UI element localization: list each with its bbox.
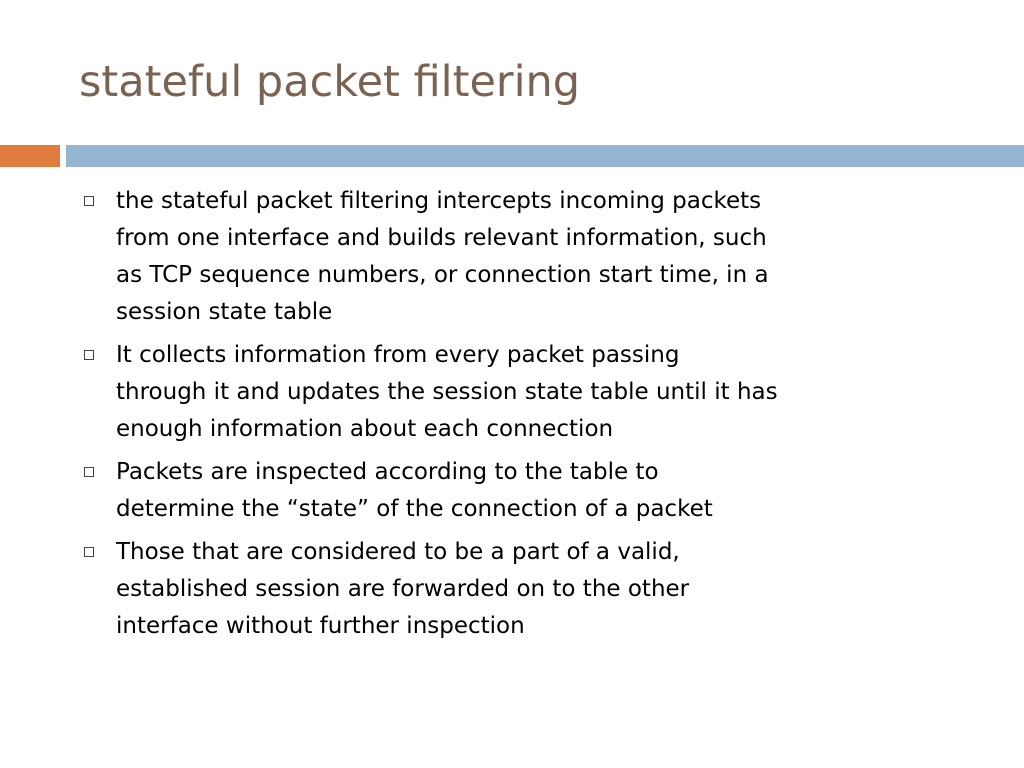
bullet-item: [80, 337, 980, 448]
bullet-line: the stateful packet filtering intercepts incoming packets: [116, 188, 762, 214]
slide-title: stateful packet filtering: [79, 57, 581, 107]
title-rule-bar: [66, 145, 1024, 167]
bullet-line: established session are forwarded on to the other: [116, 576, 690, 602]
bullet-line: through it and updates the session state table until it has: [116, 379, 778, 405]
accent-bar: [0, 145, 60, 167]
hollow-square-icon: [84, 350, 94, 360]
hollow-square-icon: [84, 467, 94, 477]
bullet-list: [80, 183, 980, 651]
bullet-line: interface without further inspection: [116, 613, 525, 639]
hollow-square-icon: [84, 547, 94, 557]
bullet-line: as TCP sequence numbers, or connection start time, in a: [116, 262, 769, 288]
bullet-line: determine the “state” of the connection of a packet: [116, 496, 713, 522]
bullet-line: session state table: [116, 299, 333, 325]
hollow-square-icon: [84, 196, 94, 206]
bullet-item: [80, 183, 980, 331]
bullet-line: Packets are inspected according to the table to: [116, 459, 659, 485]
bullet-line: from one interface and builds relevant information, such: [116, 225, 767, 251]
bullet-line: enough information about each connection: [116, 416, 614, 442]
bullet-line: Those that are considered to be a part of a valid,: [116, 539, 680, 565]
bullet-line: It collects information from every packet passing: [116, 342, 680, 368]
bullet-item: [80, 454, 980, 528]
bullet-item: [80, 534, 980, 645]
